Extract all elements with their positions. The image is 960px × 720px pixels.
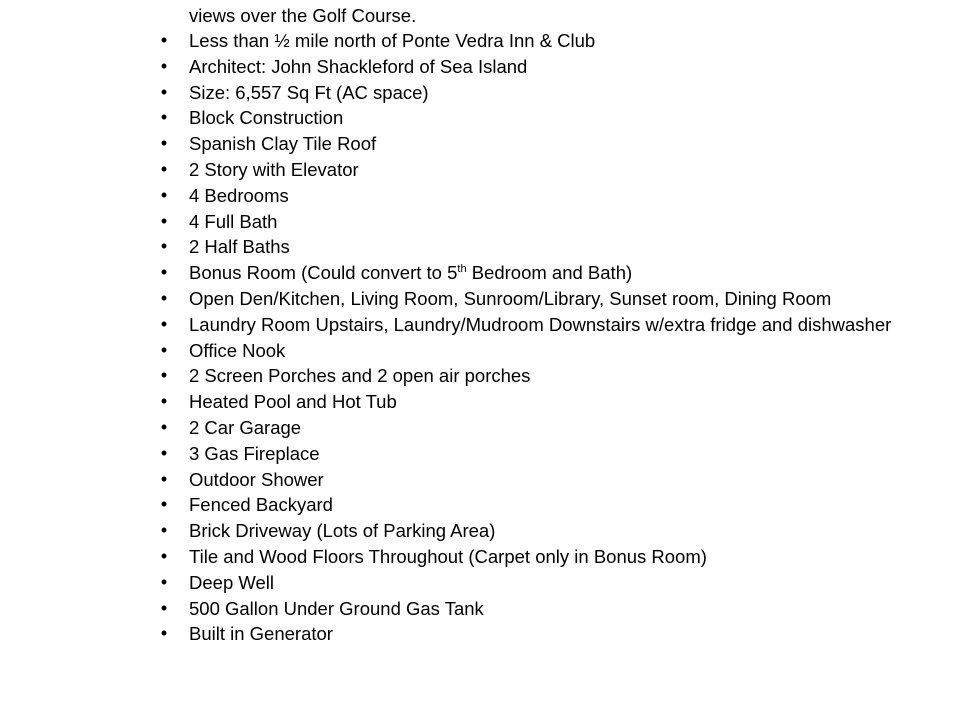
list-item: [0, 54, 960, 80]
list-item-text: [189, 54, 527, 80]
list-item: [0, 80, 960, 106]
bullet-icon: •: [160, 30, 168, 50]
list-item: [0, 363, 960, 389]
list-item-text-main: Architect: John Shackleford of Sea Island: [189, 55, 528, 77]
list-item-text-main: 2 Car Garage: [189, 416, 302, 438]
list-item-text-main: Built in Generator: [189, 623, 333, 645]
list-item-text-main: Office Nook: [189, 339, 286, 361]
list-item: [0, 570, 960, 596]
feature-list: [0, 28, 960, 647]
list-item: [0, 183, 960, 209]
list-item-text: [189, 131, 376, 157]
list-item-text-main: Tile and Wood Floors Throughout (Carpet only in Bonus Room): [189, 545, 707, 567]
list-item-text: [189, 621, 333, 647]
list-item: [0, 28, 960, 54]
list-item-text-main: Heated Pool and Hot Tub: [189, 391, 397, 413]
list-item-text: [189, 157, 359, 183]
ordinal-superscript: th: [457, 263, 467, 276]
list-item-text: [189, 183, 289, 209]
list-item: [0, 596, 960, 622]
bullet-icon: •: [160, 416, 168, 437]
list-item-text: [189, 363, 530, 389]
list-item: [0, 131, 960, 157]
bullet-icon: •: [160, 468, 168, 489]
list-item-text-main: 4 Bedrooms: [189, 184, 289, 206]
bullet-icon: •: [160, 133, 168, 154]
list-item-text-main: 3 Gas Fireplace: [189, 442, 320, 464]
list-item-text: [189, 467, 324, 493]
continuation-text: views over the Golf Course.: [189, 5, 417, 26]
list-item-text-main: Deep Well: [189, 571, 275, 593]
list-item: [0, 621, 960, 647]
list-item: [0, 286, 960, 312]
bullet-icon: •: [160, 339, 168, 360]
list-item-text: [189, 286, 831, 312]
bullet-icon: •: [160, 623, 168, 644]
bullet-icon: •: [160, 520, 168, 541]
bullet-icon: •: [160, 236, 168, 257]
bullet-icon: •: [160, 55, 168, 76]
list-item: [0, 338, 960, 364]
list-item-text-main: Bonus Room (Could convert to 5: [189, 262, 458, 284]
bullet-icon: •: [160, 545, 168, 566]
list-item-text: [189, 312, 891, 338]
bullet-icon: •: [160, 184, 168, 205]
list-item: [0, 492, 960, 518]
list-item: [0, 105, 960, 131]
bullet-icon: •: [160, 313, 168, 334]
bullet-icon: •: [160, 494, 168, 515]
list-item-text: [189, 260, 632, 286]
list-item: [0, 544, 960, 570]
list-item-text-main: 2 Screen Porches and 2 open air porches: [189, 365, 531, 387]
list-item-text: [189, 389, 397, 415]
list-item-text-main: 500 Gallon Under Ground Gas Tank: [189, 597, 484, 619]
list-item-text: [189, 28, 595, 54]
list-item: [0, 209, 960, 235]
bullet-icon: •: [160, 365, 168, 386]
list-item-text: [189, 570, 274, 596]
list-item-text: [189, 209, 277, 235]
list-item-text-main: Block Construction: [189, 107, 344, 129]
list-item-text-main: 2 Story with Elevator: [189, 158, 359, 180]
list-item: [0, 157, 960, 183]
list-item: [0, 415, 960, 441]
bullet-icon: •: [160, 107, 168, 128]
list-item-text-rest: Bedroom and Bath): [466, 262, 633, 284]
list-item-text-main: 4 Full Bath: [189, 210, 278, 232]
list-item-text-main: Outdoor Shower: [189, 468, 324, 490]
bullet-icon: •: [160, 262, 168, 283]
list-item-text-main: 2 Half Baths: [189, 236, 290, 258]
list-item-text-main: Size: 6,557 Sq Ft (AC space): [189, 81, 429, 103]
list-item: [0, 441, 960, 467]
list-item-text: [189, 80, 429, 106]
bullet-icon: •: [160, 81, 168, 102]
list-item-text: [189, 441, 320, 467]
list-item-text: [189, 234, 290, 260]
list-item-text-main: Spanish Clay Tile Roof: [189, 133, 377, 155]
list-item-text-main: Laundry Room Upstairs, Laundry/Mudroom Downstairs w/extra fridge and dishwasher: [189, 313, 892, 335]
list-item: [0, 234, 960, 260]
list-item: [0, 389, 960, 415]
bullet-icon: •: [160, 597, 168, 618]
bullet-icon: •: [160, 158, 168, 179]
list-item-text-main: Fenced Backyard: [189, 494, 333, 516]
list-item: [0, 312, 960, 338]
list-item-text: [189, 544, 707, 570]
list-item: [0, 467, 960, 493]
bullet-icon: •: [160, 391, 168, 412]
list-item-text: [189, 105, 343, 131]
bullet-icon: •: [160, 287, 168, 308]
list-item-text-main: Open Den/Kitchen, Living Room, Sunroom/Library, Sunset room, Dining Room: [189, 287, 832, 309]
list-item: [0, 518, 960, 544]
list-item-text: [189, 338, 285, 364]
list-item-text: [189, 492, 333, 518]
list-item-text-main: Brick Driveway (Lots of Parking Area): [189, 520, 496, 542]
list-item-text-main: Less than ½ mile north of Ponte Vedra Inn & Club: [189, 30, 596, 51]
list-item-text: [189, 518, 495, 544]
bullet-icon: •: [160, 442, 168, 463]
list-item-text: [189, 415, 301, 441]
list-item: [0, 260, 960, 286]
bullet-icon: •: [160, 571, 168, 592]
bullet-icon: •: [160, 210, 168, 231]
list-item-text: [189, 596, 484, 622]
